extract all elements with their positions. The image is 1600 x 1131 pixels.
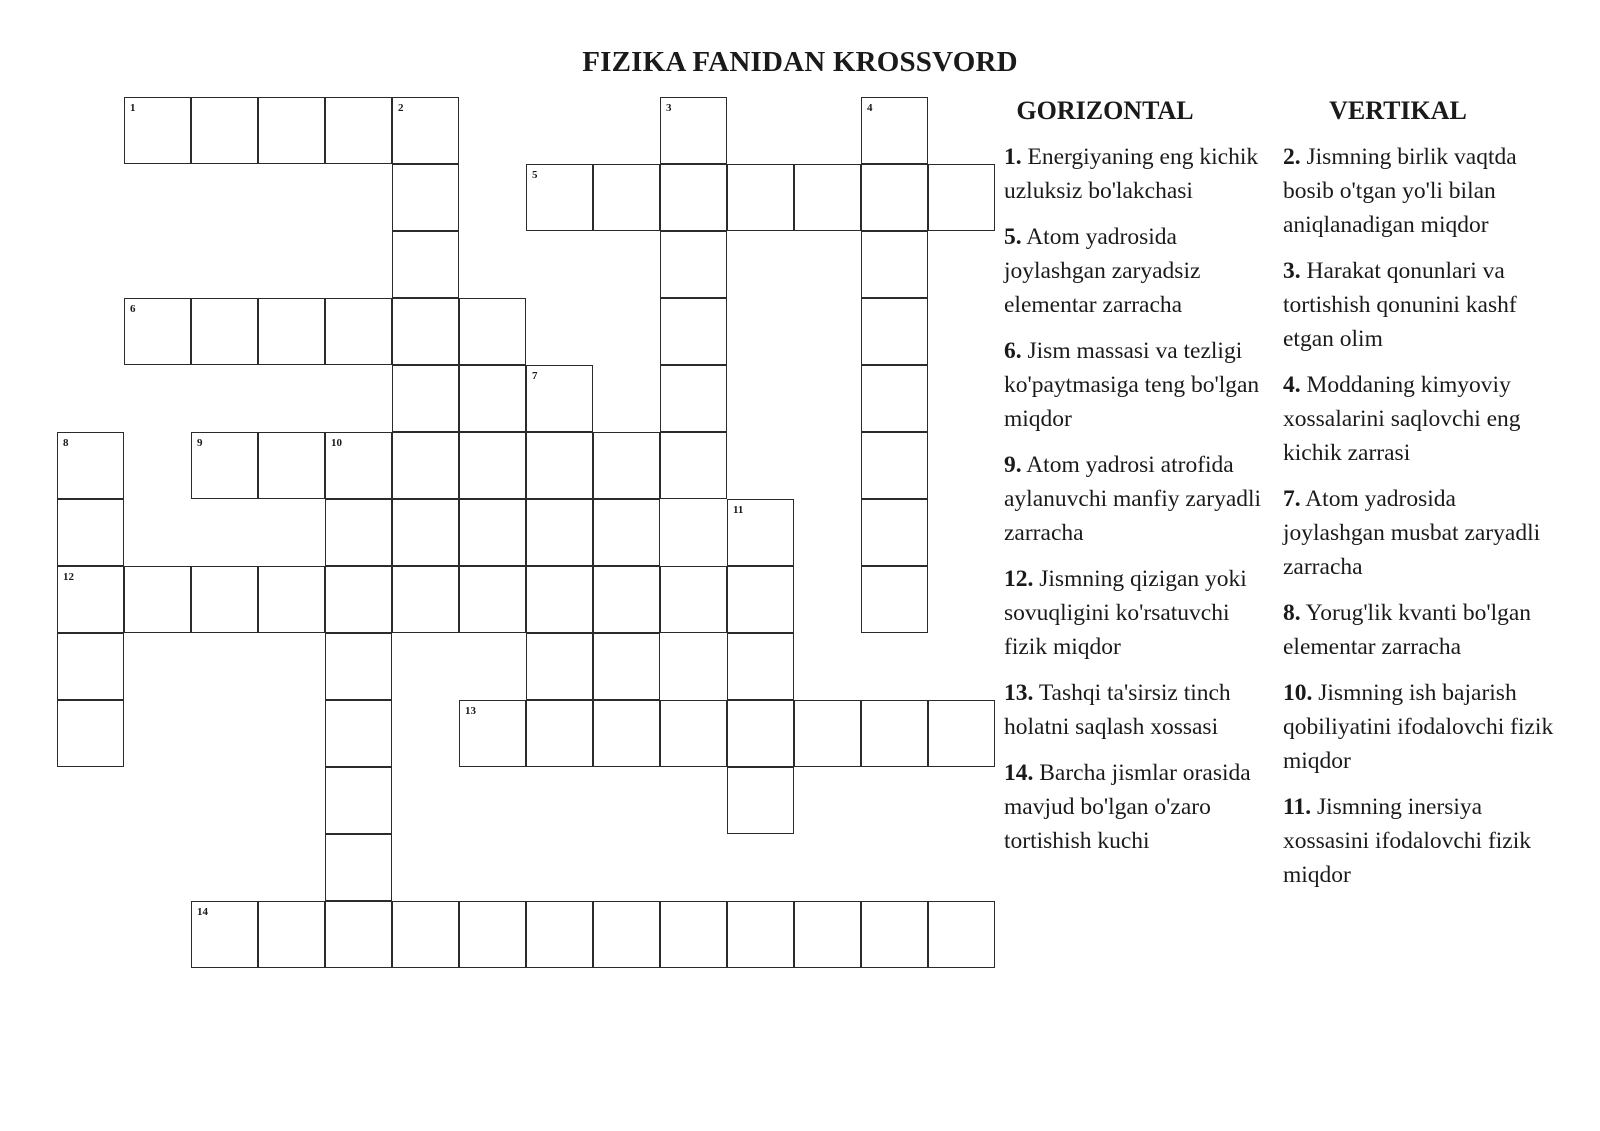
crossword-cell[interactable] xyxy=(526,901,593,968)
clue-item xyxy=(1283,596,1563,664)
crossword-cell[interactable] xyxy=(660,700,727,767)
crossword-cell[interactable] xyxy=(459,432,526,499)
crossword-cell[interactable] xyxy=(57,566,124,633)
crossword-cell[interactable] xyxy=(392,432,459,499)
crossword-cell[interactable] xyxy=(861,901,928,968)
down-heading: VERTIKAL xyxy=(1329,96,1467,125)
crossword-cell[interactable] xyxy=(928,164,995,231)
crossword-cell[interactable] xyxy=(459,566,526,633)
crossword-cell[interactable] xyxy=(660,432,727,499)
crossword-cell[interactable] xyxy=(325,834,392,901)
crossword-cell[interactable] xyxy=(258,97,325,164)
clue-number: 12 xyxy=(63,571,74,583)
crossword-cell[interactable] xyxy=(191,901,258,968)
crossword-cell[interactable] xyxy=(392,499,459,566)
clue-number: 11 xyxy=(733,504,744,516)
crossword-cell[interactable] xyxy=(794,700,861,767)
crossword-cell[interactable] xyxy=(392,164,459,231)
crossword-cell[interactable] xyxy=(660,566,727,633)
clue-number: 5 xyxy=(532,169,538,181)
crossword-cell[interactable] xyxy=(526,365,593,432)
crossword-cell[interactable] xyxy=(727,633,794,700)
clue-text: Atom yadrosida joylashgan musbat zaryadli zarracha xyxy=(1283,486,1541,580)
crossword-cell[interactable] xyxy=(191,298,258,365)
crossword-cell[interactable] xyxy=(392,97,459,164)
crossword-cell[interactable] xyxy=(325,700,392,767)
crossword-cell[interactable] xyxy=(861,231,928,298)
crossword-cell[interactable] xyxy=(258,566,325,633)
page-title: FIZIKA FANIDAN KROSSVORD xyxy=(582,46,1018,78)
crossword-cell[interactable] xyxy=(861,700,928,767)
clue-text: Jismning birlik vaqtda bosib o'tgan yo'li bilan aniqlanadigan miqdor xyxy=(1283,144,1517,238)
clue-item xyxy=(1004,220,1264,322)
clue-text: Atom yadrosida joylashgan zaryadsiz elementar zarracha xyxy=(1004,224,1201,318)
crossword-cell[interactable] xyxy=(191,566,258,633)
clue-item xyxy=(1004,676,1264,744)
clue-number-label: 11. xyxy=(1283,794,1312,820)
crossword-cell[interactable] xyxy=(593,499,660,566)
clue-number: 2 xyxy=(398,102,404,114)
crossword-cell[interactable] xyxy=(392,298,459,365)
crossword-cell[interactable] xyxy=(727,767,794,834)
clue-item xyxy=(1004,562,1264,664)
clue-text: Harakat qonunlari va tortishish qonunini kashf etgan olim xyxy=(1283,258,1517,352)
clue-number-label: 14. xyxy=(1004,760,1034,786)
crossword-cell[interactable] xyxy=(727,499,794,566)
crossword-cell[interactable] xyxy=(459,298,526,365)
crossword-cell[interactable] xyxy=(258,298,325,365)
crossword-cell[interactable] xyxy=(526,700,593,767)
crossword-cell[interactable] xyxy=(593,432,660,499)
clue-item xyxy=(1004,140,1264,208)
clue-number-label: 8. xyxy=(1283,600,1301,626)
clue-item xyxy=(1283,368,1563,470)
clue-number: 1 xyxy=(130,102,136,114)
clue-text: Barcha jismlar orasida mavjud bo'lgan o'zaro tortishish kuchi xyxy=(1004,760,1251,854)
crossword-cell[interactable] xyxy=(459,499,526,566)
clue-number-label: 7. xyxy=(1283,486,1301,512)
crossword-cell[interactable] xyxy=(660,231,727,298)
crossword-cell[interactable] xyxy=(57,499,124,566)
clue-number: 7 xyxy=(532,370,538,382)
crossword-cell[interactable] xyxy=(124,97,191,164)
crossword-cell[interactable] xyxy=(124,298,191,365)
crossword-cell[interactable] xyxy=(928,901,995,968)
down-clue-list xyxy=(1283,140,1563,904)
crossword-cell[interactable] xyxy=(325,767,392,834)
clue-number-label: 9. xyxy=(1004,452,1022,478)
crossword-cell[interactable] xyxy=(861,164,928,231)
clue-item xyxy=(1283,140,1563,242)
crossword-cell[interactable] xyxy=(727,566,794,633)
clue-number: 8 xyxy=(63,437,69,449)
clue-number: 6 xyxy=(130,303,136,315)
crossword-cell[interactable] xyxy=(593,633,660,700)
clue-text: Moddaning kimyoviy xossalarini saqlovchi eng kichik zarrasi xyxy=(1283,372,1521,466)
clue-text: Jismning inersiya xossasini ifodalovchi fizik miqdor xyxy=(1283,794,1532,888)
crossword-cell[interactable] xyxy=(191,432,258,499)
crossword-cell[interactable] xyxy=(660,164,727,231)
crossword-cell[interactable] xyxy=(861,432,928,499)
crossword-cell[interactable] xyxy=(57,432,124,499)
crossword-cell[interactable] xyxy=(526,566,593,633)
crossword-cell[interactable] xyxy=(526,164,593,231)
crossword-cell[interactable] xyxy=(861,298,928,365)
crossword-cell[interactable] xyxy=(258,432,325,499)
crossword-cell[interactable] xyxy=(928,700,995,767)
clue-number-label: 2. xyxy=(1283,144,1301,170)
crossword-cell[interactable] xyxy=(258,901,325,968)
clue-number-label: 13. xyxy=(1004,680,1034,706)
clue-number: 3 xyxy=(666,102,672,114)
crossword-cell[interactable] xyxy=(526,432,593,499)
clue-text: Atom yadrosi atrofida aylanuvchi manfiy zaryadli zarracha xyxy=(1004,452,1262,546)
crossword-cell[interactable] xyxy=(459,700,526,767)
crossword-cell[interactable] xyxy=(593,164,660,231)
crossword-cell[interactable] xyxy=(727,901,794,968)
clue-item xyxy=(1283,482,1563,584)
crossword-cell[interactable] xyxy=(57,700,124,767)
crossword-cell[interactable] xyxy=(57,633,124,700)
crossword-cell[interactable] xyxy=(861,97,928,164)
clue-number: 9 xyxy=(197,437,203,449)
crossword-cell[interactable] xyxy=(861,365,928,432)
clue-item xyxy=(1004,448,1264,550)
crossword-cell[interactable] xyxy=(392,566,459,633)
crossword-cell[interactable] xyxy=(325,633,392,700)
crossword-cell[interactable] xyxy=(660,901,727,968)
crossword-cell[interactable] xyxy=(459,901,526,968)
clue-number: 14 xyxy=(197,906,208,918)
across-heading: GORIZONTAL xyxy=(1016,96,1194,125)
clue-item xyxy=(1283,676,1563,778)
crossword-cell[interactable] xyxy=(392,901,459,968)
crossword-cell[interactable] xyxy=(325,499,392,566)
crossword-cell[interactable] xyxy=(325,97,392,164)
crossword-cell[interactable] xyxy=(794,164,861,231)
clue-number-label: 5. xyxy=(1004,224,1022,250)
crossword-cell[interactable] xyxy=(727,700,794,767)
crossword-cell[interactable] xyxy=(392,365,459,432)
clue-item xyxy=(1283,254,1563,356)
clue-text: Yorug'lik kvanti bo'lgan elementar zarracha xyxy=(1283,600,1532,660)
clue-number-label: 10. xyxy=(1283,680,1313,706)
clue-number-label: 1. xyxy=(1004,144,1022,170)
clue-number-label: 3. xyxy=(1283,258,1301,284)
crossword-cell[interactable] xyxy=(727,164,794,231)
crossword-cell[interactable] xyxy=(325,901,392,968)
across-clue-list xyxy=(1004,140,1264,870)
clue-text: Energiyaning eng kichik uzluksiz bo'lakchasi xyxy=(1004,144,1259,204)
crossword-cell[interactable] xyxy=(593,700,660,767)
clue-number-label: 6. xyxy=(1004,338,1022,364)
crossword-cell[interactable] xyxy=(191,97,258,164)
crossword-cell[interactable] xyxy=(660,97,727,164)
clue-number: 4 xyxy=(867,102,873,114)
clue-number-label: 4. xyxy=(1283,372,1301,398)
crossword-cell[interactable] xyxy=(325,566,392,633)
clue-text: Jismning qizigan yoki sovuqligini ko'rsatuvchi fizik miqdor xyxy=(1004,566,1247,660)
crossword-cell[interactable] xyxy=(325,432,392,499)
crossword-cell[interactable] xyxy=(593,566,660,633)
clue-number-label: 12. xyxy=(1004,566,1034,592)
clue-text: Jism massasi va tezligi ko'paytmasiga teng bo'lgan miqdor xyxy=(1004,338,1260,432)
crossword-cell[interactable] xyxy=(526,499,593,566)
crossword-cell[interactable] xyxy=(459,365,526,432)
crossword-cell[interactable] xyxy=(325,298,392,365)
clue-text: Tashqi ta'sirsiz tinch holatni saqlash xossasi xyxy=(1004,680,1231,740)
crossword-cell[interactable] xyxy=(861,499,928,566)
clue-item xyxy=(1283,790,1563,892)
clue-text: Jismning ish bajarish qobiliyatini ifodalovchi fizik miqdor xyxy=(1283,680,1554,774)
clue-item xyxy=(1004,334,1264,436)
clue-number: 10 xyxy=(331,437,342,449)
crossword-cell[interactable] xyxy=(660,365,727,432)
crossword-cell[interactable] xyxy=(392,231,459,298)
crossword-cell[interactable] xyxy=(861,566,928,633)
clue-number: 13 xyxy=(465,705,476,717)
crossword-cell[interactable] xyxy=(526,633,593,700)
crossword-cell[interactable] xyxy=(593,901,660,968)
crossword-cell[interactable] xyxy=(660,298,727,365)
clue-item xyxy=(1004,756,1264,858)
crossword-cell[interactable] xyxy=(794,901,861,968)
crossword-cell[interactable] xyxy=(124,566,191,633)
